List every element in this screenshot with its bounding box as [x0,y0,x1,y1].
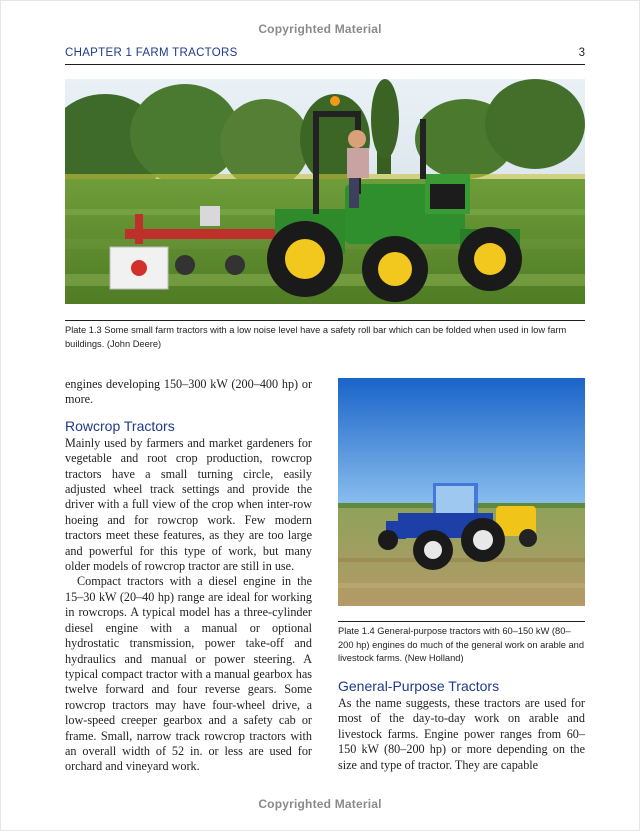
page-number: 3 [578,47,585,59]
new-holland-tractor-illustration [338,378,585,606]
left-column [65,377,312,775]
right-column [338,678,585,773]
general-purpose-paragraph: As the name suggests, these tractors are used for most of the day-to-day work on arable and livestock farms. Engine power ranges from 60–150 kW (80–200 hp) or more depending on the size and type of tractor. They are capable [338,696,585,772]
rowcrop-heading: Rowcrop Tractors [65,417,175,434]
plate-1-3-photo [65,79,585,304]
chapter-title: CHAPTER 1 FARM TRACTORS [65,47,238,59]
intro-paragraph: engines developing 150–300 kW (200–400 hp) or more. [65,377,312,407]
copyright-watermark-bottom: Copyrighted Material [258,797,382,811]
plate-1-4-photo [338,378,585,606]
rowcrop-paragraph-2: Compact tractors with a diesel engine in the 15–30 kW (20–40 hp) range are ideal for working in rowcrops. A typical model has a three-cylinder diesel engine with a manual or optional hydrostatic transmission, power take-off and hydraulics and manual or power steering. A typical compact tractor with a manual gearbox has twelve forward and four reverse gears. Some rowcrop tractors may have four-wheel drive, a low-speed creeper gearbox and a safety cab or frame. Small, narrow track rowcrop tractors with an overall width of 52 in. or less are used for orchard and vineyard work. [65,574,312,774]
plate-1-3-caption: Plate 1.3 Some small farm tractors with a low noise level have a safety roll bar which can be folded when used in low farm buildings. (John Deere) [65,320,585,351]
plate-1-4-caption: Plate 1.4 General-purpose tractors with 60–150 kW (80–200 hp) engines do much of the general work on arable and livestock farms. (New Holland) [338,621,585,666]
john-deere-tractor-illustration [65,79,585,304]
rowcrop-paragraph-1: Mainly used by farmers and market gardeners for vegetable and root crop production, rowcrop tractors have a small turning circle, easily adjusted wheel track settings and provide the driver with a full view of the crop when inter-row hoeing and for rowcrop work. Few modern tractors meet these features, as they are too large and powerful for this type of work, but many older models of rowcrop tractor are still in use. [65,435,312,574]
copyright-watermark-top: Copyrighted Material [258,22,382,36]
general-purpose-heading: General-Purpose Tractors [338,678,500,694]
running-head [65,46,585,65]
